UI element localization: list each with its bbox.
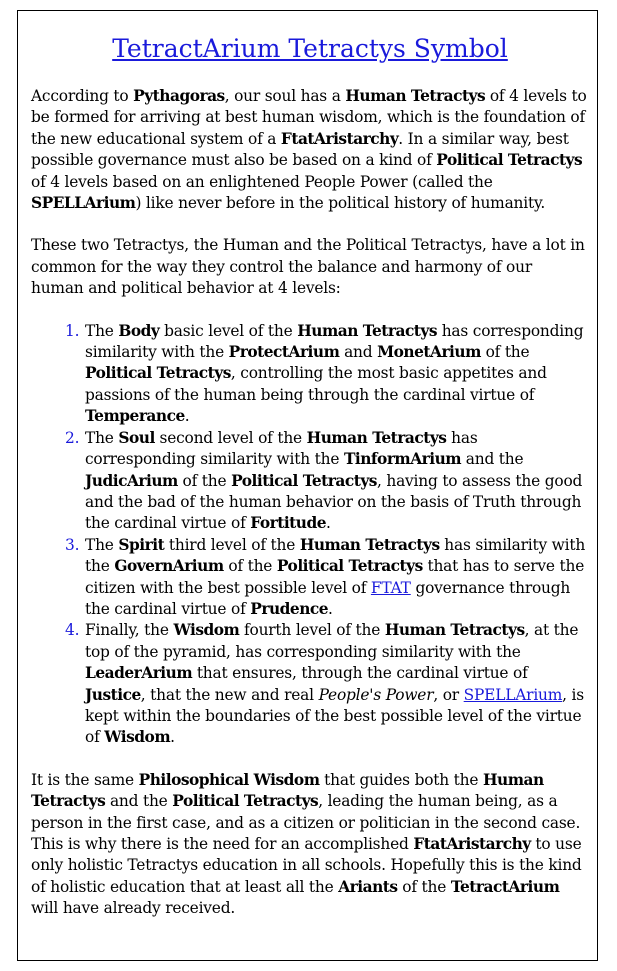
text: that has to serve the citizen with the best possible level of (85, 557, 585, 597)
text: basic level of the (159, 321, 298, 340)
text: of 4 levels based on an enlightened People Power (called the (31, 172, 493, 191)
text: third level of the (164, 535, 300, 554)
text: , at the top of the pyramid, has corresponding similarity with the (85, 621, 579, 661)
ftat-link[interactable]: FTAT (370, 578, 411, 597)
text: . (184, 407, 190, 426)
bold-text: Philosophical Wisdom (138, 770, 320, 789)
text: that guides both the (319, 770, 483, 789)
bold-text: Prudence (250, 599, 329, 618)
levels-intro-paragraph: These two Tetractys, the Human and the Political Tetractys, have a lot in common for the way they control the balance and harmony of our human and political behavior at 4 levels: (31, 236, 585, 298)
bold-text: Ariants (338, 877, 398, 896)
bold-text: Human Tetractys (31, 770, 544, 811)
text: , is kept within the boundaries of the best possible level of the virtue of (85, 685, 584, 747)
bold-text: TetractArium (450, 877, 560, 896)
text: second level of the (154, 428, 307, 447)
text: , our soul has a (224, 87, 346, 105)
bold-text: SPELLArium (31, 194, 136, 213)
text: The (85, 535, 119, 554)
bold-text: Human Tetractys (299, 535, 440, 554)
text: of the (223, 557, 277, 576)
bold-text: Soul (118, 428, 155, 447)
text: , having to assess the good and the bad of the human behavior on the basis of Truth through the cardinal virtue of (85, 471, 583, 533)
text: , leading the human being, as a person in the first case, and as a citizen or politician in the second case. This is why there is the need for an accomplished (31, 792, 581, 853)
text: and (339, 343, 378, 362)
bold-text: MonetArium (377, 343, 481, 362)
bold-text: Pythagoras (133, 87, 225, 105)
bold-text: Temperance (85, 407, 185, 426)
text: , or (433, 685, 464, 704)
bold-text: FtatAristarchy (413, 835, 531, 853)
document-frame (17, 10, 598, 961)
text: Finally, the (85, 621, 174, 640)
bold-text: TinformArium (343, 450, 462, 469)
text: has corresponding similarity with the (85, 321, 584, 362)
text: to use only holistic Tetractys education in all schools. Hopefully this is the kind of holistic education that at least all the (31, 835, 582, 896)
bold-text: Human Tetractys (345, 87, 486, 105)
bold-text: Political Tetractys (85, 364, 231, 383)
bold-text: Political Tetractys (436, 151, 583, 170)
bold-text: FtatAristarchy (280, 129, 399, 148)
bold-text: Justice (85, 685, 141, 704)
text: ) like never before in the political history of humanity. (135, 194, 546, 213)
bold-text: ProtectArium (228, 343, 340, 362)
intro-paragraph (31, 86, 589, 214)
text: of the (480, 343, 530, 362)
bold-text: Human Tetractys (297, 321, 438, 340)
text: According to (31, 87, 134, 105)
page-title (31, 31, 589, 67)
text: and the (461, 450, 524, 469)
list-item-body (84, 321, 589, 428)
text: fourth level of the (239, 621, 385, 640)
bold-text: Wisdom (173, 621, 240, 640)
title-link[interactable]: TetractArium Tetractys Symbol (112, 34, 508, 63)
bold-text: Body (118, 321, 160, 340)
list-item-soul (84, 428, 589, 535)
bold-text: Fortitude (250, 514, 327, 533)
bold-text: JudicArium (85, 471, 178, 490)
text: , controlling the most basic appetites and passions of the human being through the cardinal virtue of (85, 364, 547, 404)
bold-text: GovernArium (114, 557, 224, 576)
italic-text: People's Power (318, 685, 434, 704)
bold-text: Wisdom (104, 728, 171, 747)
text: of 4 levels to be formed for arriving at best human wisdom, which is the foundation of the new educational system of a (31, 87, 587, 148)
list-item-wisdom (84, 620, 589, 748)
list-item-spirit (84, 535, 589, 621)
text: It is the same (31, 770, 139, 789)
text: The (85, 428, 119, 447)
text: and the (105, 792, 173, 811)
text: . In a similar way, best possible governance must also be based on a kind of (31, 129, 569, 170)
bold-text: Human Tetractys (306, 428, 447, 447)
text: , that the new and real (140, 685, 319, 704)
text: that ensures, through the cardinal virtue of (192, 664, 528, 683)
text: . (326, 514, 331, 533)
bold-text: Human Tetractys (384, 621, 525, 640)
text: The (85, 321, 119, 340)
text: of the (397, 877, 451, 896)
document-content (31, 31, 589, 941)
bold-text: Political Tetractys (276, 557, 423, 576)
closing-paragraph (31, 770, 589, 920)
spellarium-link[interactable]: SPELLArium (463, 685, 563, 704)
text: has similarity with the (85, 535, 586, 576)
text: . (328, 599, 333, 618)
text: has corresponding similarity with the (85, 428, 478, 469)
levels-list (31, 321, 589, 749)
bold-text: Political Tetractys (231, 471, 377, 490)
text: of the (177, 471, 232, 490)
text: . (170, 728, 175, 747)
bold-text: Political Tetractys (172, 792, 319, 811)
bold-text: LeaderArium (85, 664, 193, 683)
text: governance through the cardinal virtue of (85, 578, 571, 618)
text: will have already received. (31, 899, 236, 918)
bold-text: Spirit (118, 535, 165, 554)
